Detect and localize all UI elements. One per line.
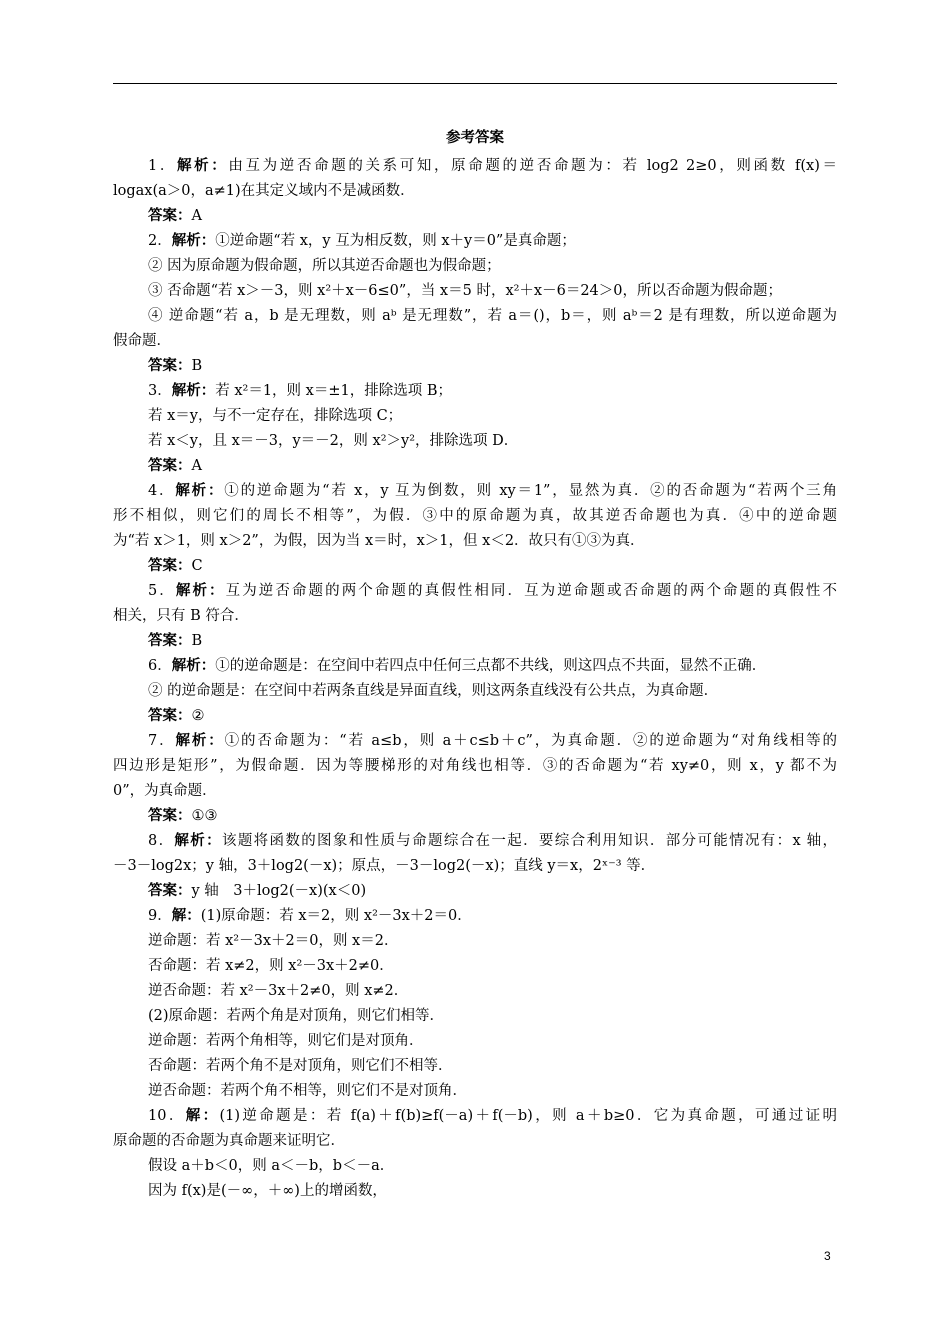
body-text: 该题将函数的图象和性质与命题综合在一起．要综合利用知识．部分可能情况有：x 轴， xyxy=(221,833,837,849)
label-text: 解析： xyxy=(171,383,216,399)
text-line xyxy=(113,757,837,775)
label-text: 解析： xyxy=(175,583,226,599)
body-text: A xyxy=(191,458,202,474)
text-line xyxy=(148,357,837,375)
label-text: 答案： xyxy=(148,358,192,374)
body-text: ③ 否命题“若 x＞－3，则 x²＋x－6≤0”，当 x＝5 时，x²＋x－6＝24＞0，所以否命题为假命题； xyxy=(148,283,783,299)
body-text: 0”，为真命题． xyxy=(113,783,217,799)
body-text: ② 因为原命题为假命题，所以其逆否命题也为假命题； xyxy=(148,258,501,274)
text-line xyxy=(148,157,837,175)
body-text: ② 的逆命题是：在空间中若两条直线是异面直线，则这两条直线没有公共点，为真命题． xyxy=(148,683,719,699)
body-text: 逆否命题：若 x²－3x＋2≠0，则 x≠2． xyxy=(148,983,409,999)
label-text: 答案： xyxy=(148,633,192,649)
body-text: 假命题． xyxy=(113,333,171,349)
text-line xyxy=(148,457,837,475)
body-text: ④ 逆命题“若 a，b 是无理数，则 aᵇ 是无理数”，若 a＝()，b＝，则 aᵇ＝2 是有理数，所以逆命题为 xyxy=(148,308,837,324)
text-line xyxy=(148,482,837,500)
label-text: 解： xyxy=(171,908,201,924)
body-text: B xyxy=(191,358,203,374)
body-text: ①逆命题“若 x，y 互为相反数，则 x＋y＝0”是真命题； xyxy=(215,233,576,249)
body-text: 形不相似，则它们的周长不相等”，为假．③中的原命题为真，故其逆否命题也为真．④中的逆命题 xyxy=(113,508,837,524)
body-text: (2)原命题：若两个角是对顶角，则它们相等． xyxy=(148,1008,445,1024)
body-text: －3－log2x；y 轴，3＋log2(－x)；原点，－3－log2(－x)；直线 y＝x，2ˣ⁻³ 等． xyxy=(113,858,656,874)
text-line xyxy=(148,557,837,575)
body-text: 5． xyxy=(148,583,176,599)
label-text: 解析： xyxy=(175,733,225,749)
text-line xyxy=(148,1057,837,1075)
label-text: 答案： xyxy=(148,883,192,899)
body-text: 若 x＝y，与不一定存在，排除选项 C； xyxy=(148,408,403,424)
text-line xyxy=(113,182,837,200)
label-text: 解析： xyxy=(171,658,216,674)
text-line xyxy=(113,1132,837,1150)
text-line xyxy=(148,807,837,825)
text-line xyxy=(148,282,837,300)
label-text: 答案： xyxy=(148,558,192,574)
text-line xyxy=(148,732,837,750)
label-text: 答案： xyxy=(148,458,192,474)
text-line xyxy=(113,782,837,800)
body-text: 3． xyxy=(148,383,172,399)
body-text: B xyxy=(191,633,203,649)
header-rule xyxy=(113,83,837,84)
body-text: 8． xyxy=(148,833,175,849)
text-line xyxy=(148,657,837,675)
text-line xyxy=(148,1007,837,1025)
body-text: ①的逆命题为“若 x，y 互为倒数，则 xy＝1”，显然为真．②的否命题为“若两个三角 xyxy=(224,483,837,499)
text-line xyxy=(113,607,837,625)
text-line xyxy=(148,207,837,225)
body-text: ② xyxy=(191,708,205,724)
body-text: 若 x²＝1，则 x＝±1，排除选项 B； xyxy=(215,383,452,399)
body-text: 7． xyxy=(148,733,176,749)
text-line xyxy=(148,632,837,650)
body-text: 由互为逆否命题的关系可知，原命题的逆否命题为：若 log2 2≥0，则函数 f(x)＝ xyxy=(228,158,837,174)
body-text: 相关，只有 B 符合． xyxy=(113,608,249,624)
body-text: 1． xyxy=(148,158,177,174)
text-line xyxy=(148,907,837,925)
body-text: (1)逆命题是：若 f(a)＋f(b)≥f(－a)＋f(－b)，则 a＋b≥0．它为真命题，可通过证明 xyxy=(219,1108,837,1124)
label-text: 解： xyxy=(185,1108,220,1124)
text-line xyxy=(148,307,837,325)
body-text: 为“若 x＞1，则 x＞2”，为假，因为当 x＝时，x＞1，但 x＜2．故只有①③为真． xyxy=(113,533,645,549)
label-text: 解析： xyxy=(171,233,216,249)
text-line xyxy=(148,682,837,700)
text-line xyxy=(148,582,837,600)
text-line xyxy=(148,407,837,425)
body-text: 逆命题：若两个角相等，则它们是对顶角． xyxy=(148,1033,424,1049)
page-number: 3 xyxy=(824,1249,831,1263)
text-line xyxy=(148,1107,837,1125)
text-line xyxy=(148,832,837,850)
body-text: C xyxy=(191,558,203,574)
section-title: 参考答案 xyxy=(446,130,504,146)
body-text: 原命题的否命题为真命题来证明它． xyxy=(113,1133,345,1149)
label-text: 答案： xyxy=(148,808,192,824)
text-line xyxy=(148,232,837,250)
text-line xyxy=(148,382,837,400)
text-line xyxy=(148,1157,837,1175)
body-text: 因为 f(x)是(－∞，＋∞)上的增函数， xyxy=(148,1183,387,1199)
body-text: logax(a＞0，a≠1)在其定义域内不是减函数． xyxy=(113,183,415,199)
text-line xyxy=(148,1182,837,1200)
label-text: 解析： xyxy=(174,833,222,849)
text-line xyxy=(113,332,837,350)
body-text: ①的逆命题是：在空间中若四点中任何三点都不共线，则这四点不共面，显然不正确． xyxy=(215,658,767,674)
body-text: 互为逆否命题的两个命题的真假性相同．互为逆命题或否命题的两个命题的真假性不 xyxy=(225,583,838,599)
label-text: 解析： xyxy=(177,158,229,174)
label-text: 答案： xyxy=(148,208,192,224)
body-text: 若 x＜y，且 x＝－3，y＝－2，则 x²＞y²，排除选项 D． xyxy=(148,433,519,449)
body-text: 否命题：若 x≠2，则 x²－3x＋2≠0． xyxy=(148,958,394,974)
body-text: 4． xyxy=(148,483,176,499)
body-text: 9． xyxy=(148,908,172,924)
text-line xyxy=(113,857,837,875)
body-text: (1)原命题：若 x＝2，则 x²－3x＋2＝0． xyxy=(200,908,472,924)
text-line xyxy=(148,432,837,450)
text-line xyxy=(148,882,837,900)
body-text: 6． xyxy=(148,658,172,674)
text-line xyxy=(113,507,837,525)
text-line xyxy=(148,257,837,275)
text-line xyxy=(113,532,837,550)
text-line xyxy=(148,982,837,1000)
body-text: 10． xyxy=(148,1108,186,1124)
body-text: 2． xyxy=(148,233,172,249)
body-text: ①③ xyxy=(191,808,218,824)
text-line xyxy=(148,1082,837,1100)
text-line xyxy=(148,932,837,950)
text-line xyxy=(148,707,837,725)
body-text: y 轴 3＋log2(－x)(x＜0) xyxy=(191,883,367,899)
body-text: 逆命题：若 x²－3x＋2＝0，则 x＝2． xyxy=(148,933,399,949)
text-line xyxy=(148,957,837,975)
body-text: ①的否命题为：“若 a≤b，则 a＋c≤b＋c”，为真命题．②的逆命题为“对角线相等的 xyxy=(224,733,837,749)
label-text: 答案： xyxy=(148,708,192,724)
text-line xyxy=(148,1032,837,1050)
body-text: 否命题：若两个角不是对顶角，则它们不相等． xyxy=(148,1058,453,1074)
body-text: 假设 a＋b＜0，则 a＜－b，b＜－a． xyxy=(148,1158,395,1174)
label-text: 解析： xyxy=(175,483,225,499)
body-text: A xyxy=(191,208,202,224)
body-text: 四边形是矩形”，为假命题．因为等腰梯形的对角线也相等．③的否命题为“若 xy≠0，则 x，y 都不为 xyxy=(113,758,837,774)
body-text: 逆否命题：若两个角不相等，则它们不是对顶角． xyxy=(148,1083,467,1099)
